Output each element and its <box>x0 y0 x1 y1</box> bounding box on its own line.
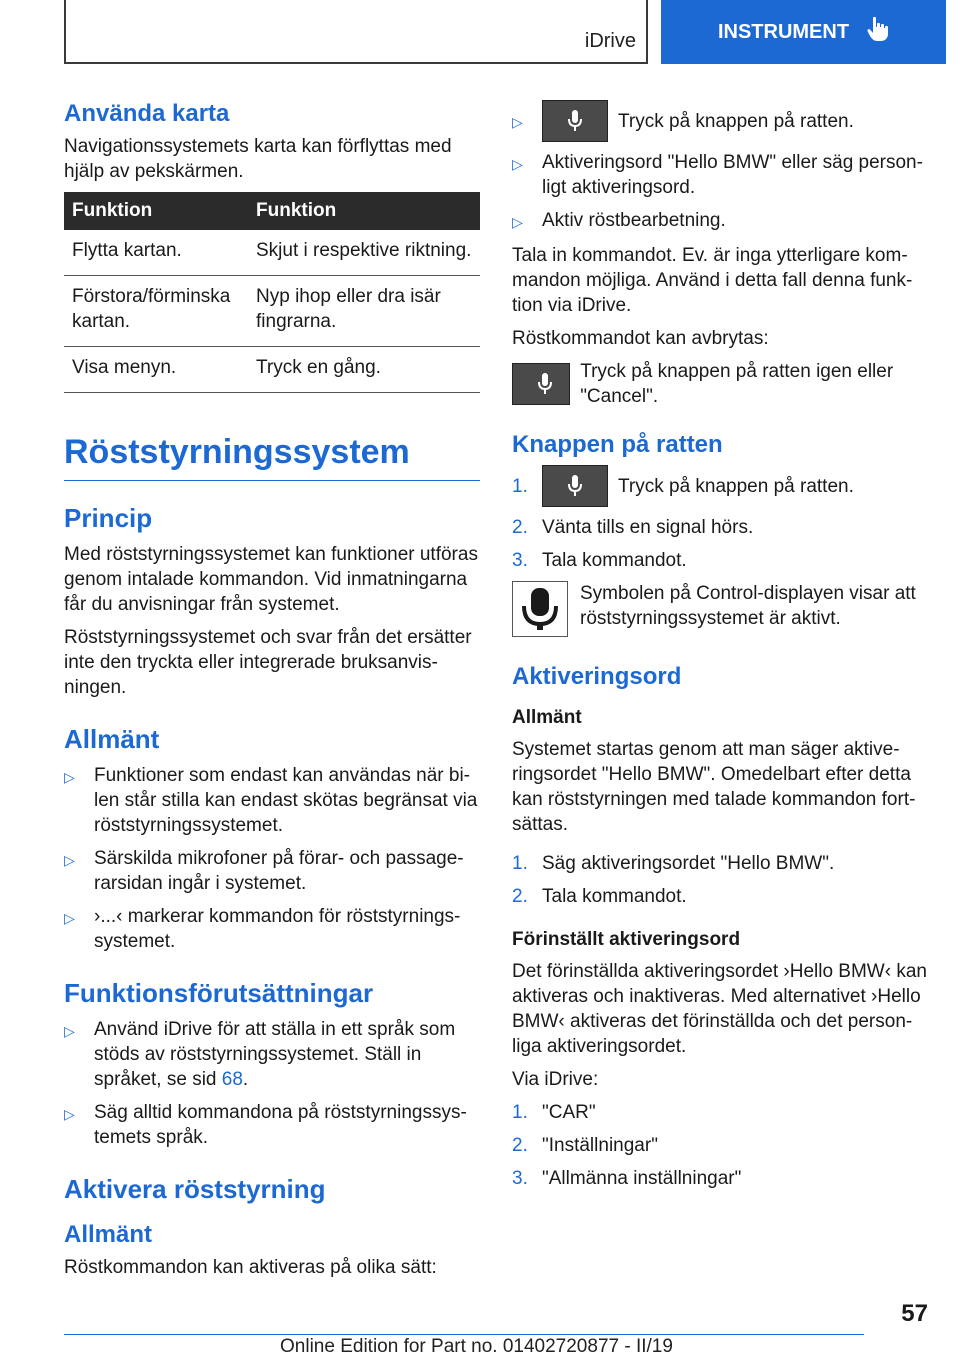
heading-general: Allmänt <box>64 724 160 754</box>
heading-activate-voice: Aktivera röststyrning <box>64 1174 326 1204</box>
list-item: ▷ Tryck på knappen på ratten. <box>512 100 928 142</box>
list-item: 2. Tala kommandot. <box>512 886 687 907</box>
table-cell: Visa menyn. <box>64 347 248 393</box>
list-item: 1. Säg aktiveringsordet "Hello BMW". <box>512 853 835 874</box>
page-number: 57 <box>901 1300 928 1327</box>
triangle-bullet-icon: ▷ <box>64 1023 75 1039</box>
list-item: 3. Tala kommandot. <box>512 550 687 571</box>
footer-divider <box>64 1334 864 1335</box>
subheading-preset: Förinställt aktiveringsord <box>512 929 741 950</box>
subheading-general: Allmänt <box>512 707 582 728</box>
steering-voice-button-icon <box>542 465 608 507</box>
triangle-bullet-icon: ▷ <box>512 156 523 172</box>
steering-voice-button-icon <box>512 363 570 405</box>
steering-voice-button-icon <box>542 100 608 142</box>
list-item: ▷ Säg alltid kommandona på röststyrningssystemets språk. <box>64 1102 467 1148</box>
header-tab-label: INSTRUMENT <box>717 20 850 43</box>
table-row <box>64 276 480 347</box>
table-row <box>64 347 480 393</box>
heading-principle: Princip <box>64 503 153 533</box>
table-header: Funktion <box>248 192 480 230</box>
header-section-label: iDrive <box>584 30 636 52</box>
text-cancel-intro: Röstkommandot kan avbrytas: <box>512 328 769 349</box>
text-principle-2: Röststyrningssystemet och svar från det ersätter inte den tryckta eller integrerade bruksanvisningen. <box>64 627 472 698</box>
hand-pointer-icon <box>867 16 889 48</box>
text-general: Systemet startas genom att man säger aktiveringsordet "Hello BMW". Omedelbart efter detta kan röststyrningen med talade kommandon fortsättas. <box>512 739 916 835</box>
list-item: ▷ Aktiveringsord "Hello BMW" eller säg personligt aktiveringsord. <box>512 152 923 198</box>
triangle-bullet-icon: ▷ <box>64 910 75 926</box>
cancel-text: Tryck på knappen på ratten igen eller "Cancel". <box>580 361 894 407</box>
text-preset: Det förinställda aktiveringsordet ›Hello BMW‹ kan aktiveras och inaktiveras. Med alternativet ›Hello BMW‹ aktiveras det förinställda och det personliga aktiveringsordet. <box>512 961 927 1057</box>
table-cell: Flytta kartan. <box>64 230 248 276</box>
right-column <box>512 100 928 1199</box>
header-instrument-tab[interactable] <box>661 0 946 64</box>
list-item: ▷ Aktiv röstbearbetning. <box>512 208 928 235</box>
symbol-row <box>512 581 928 637</box>
microphone-symbol-icon <box>512 581 568 637</box>
table-cell: Nyp ihop eller dra isär fingrarna. <box>248 276 480 347</box>
list-item: ▷ Funktioner som endast kan användas när bilen står stilla kan endast skötas begränsat via röststyrningssystemet. <box>64 765 478 836</box>
triangle-bullet-icon: ▷ <box>64 1106 75 1122</box>
function-table <box>64 192 480 393</box>
triangle-bullet-icon: ▷ <box>512 214 523 230</box>
table-row <box>64 230 480 276</box>
text-principle-1: Med röststyrningssystemet kan funktioner utföras genom intalade kommandon. Vid inmatningarna får du anvisningar från systemet. <box>64 544 478 615</box>
table-cell: Förstora/förminska kartan. <box>64 276 248 347</box>
cancel-row <box>512 359 928 409</box>
list-item: ▷ Särskilda mikrofoner på förar- och passagerarsidan ingår i systemet. <box>64 848 464 894</box>
list-item: 1. "CAR" <box>512 1102 596 1123</box>
table-cell: Skjut i respektive riktning. <box>248 230 480 276</box>
heading-prerequisites: Funktionsförutsättningar <box>64 978 374 1008</box>
list-item: 2. "Inställningar" <box>512 1135 658 1156</box>
heading-wakeword: Aktiveringsord <box>512 663 682 690</box>
symbol-text: Symbolen på Control-displayen visar att röststyrningssystemet är aktivt. <box>580 583 916 629</box>
page-reference-link[interactable]: 68 <box>221 1069 243 1090</box>
text-use-map: Navigationssystemets karta kan förflyttas med hjälp av pekskärmen. <box>64 136 452 182</box>
list-item: ▷ Använd iDrive för att ställa in ett språk som stöds av röststyrningssystemet. Ställ in språket, se sid 68. <box>64 1019 456 1090</box>
list-item: 1. Tryck på knappen på ratten. <box>512 465 928 507</box>
triangle-bullet-icon: ▷ <box>512 113 523 130</box>
table-header: Funktion <box>64 192 248 230</box>
heading-voice-system: Röststyrningssystem <box>64 433 480 481</box>
footer-edition: Online Edition for Part no. 01402720877 - II/19 <box>280 1336 673 1357</box>
list-item: 2. Vänta tills en signal hörs. <box>512 517 754 538</box>
triangle-bullet-icon: ▷ <box>64 769 75 785</box>
table-cell: Tryck en gång. <box>248 347 480 393</box>
header-frame <box>64 0 648 64</box>
text-activate: Röstkommandon kan aktiveras på olika sätt: <box>64 1257 437 1278</box>
heading-steering-button: Knappen på ratten <box>512 431 723 458</box>
heading-general-2: Allmänt <box>64 1221 153 1248</box>
text-via: Via iDrive: <box>512 1069 599 1090</box>
list-item: 3. "Allmänna inställningar" <box>512 1168 742 1189</box>
heading-use-map: Använda karta <box>64 100 230 127</box>
text-speak: Tala in kommandot. Ev. är inga ytterligare kommandon möjliga. Använd i detta fall denna funktion via iDrive. <box>512 245 913 316</box>
triangle-bullet-icon: ▷ <box>64 852 75 868</box>
list-item: ▷ ›...‹ markerar kommandon för röststyrningssystemet. <box>64 906 461 952</box>
left-column <box>64 100 480 1288</box>
